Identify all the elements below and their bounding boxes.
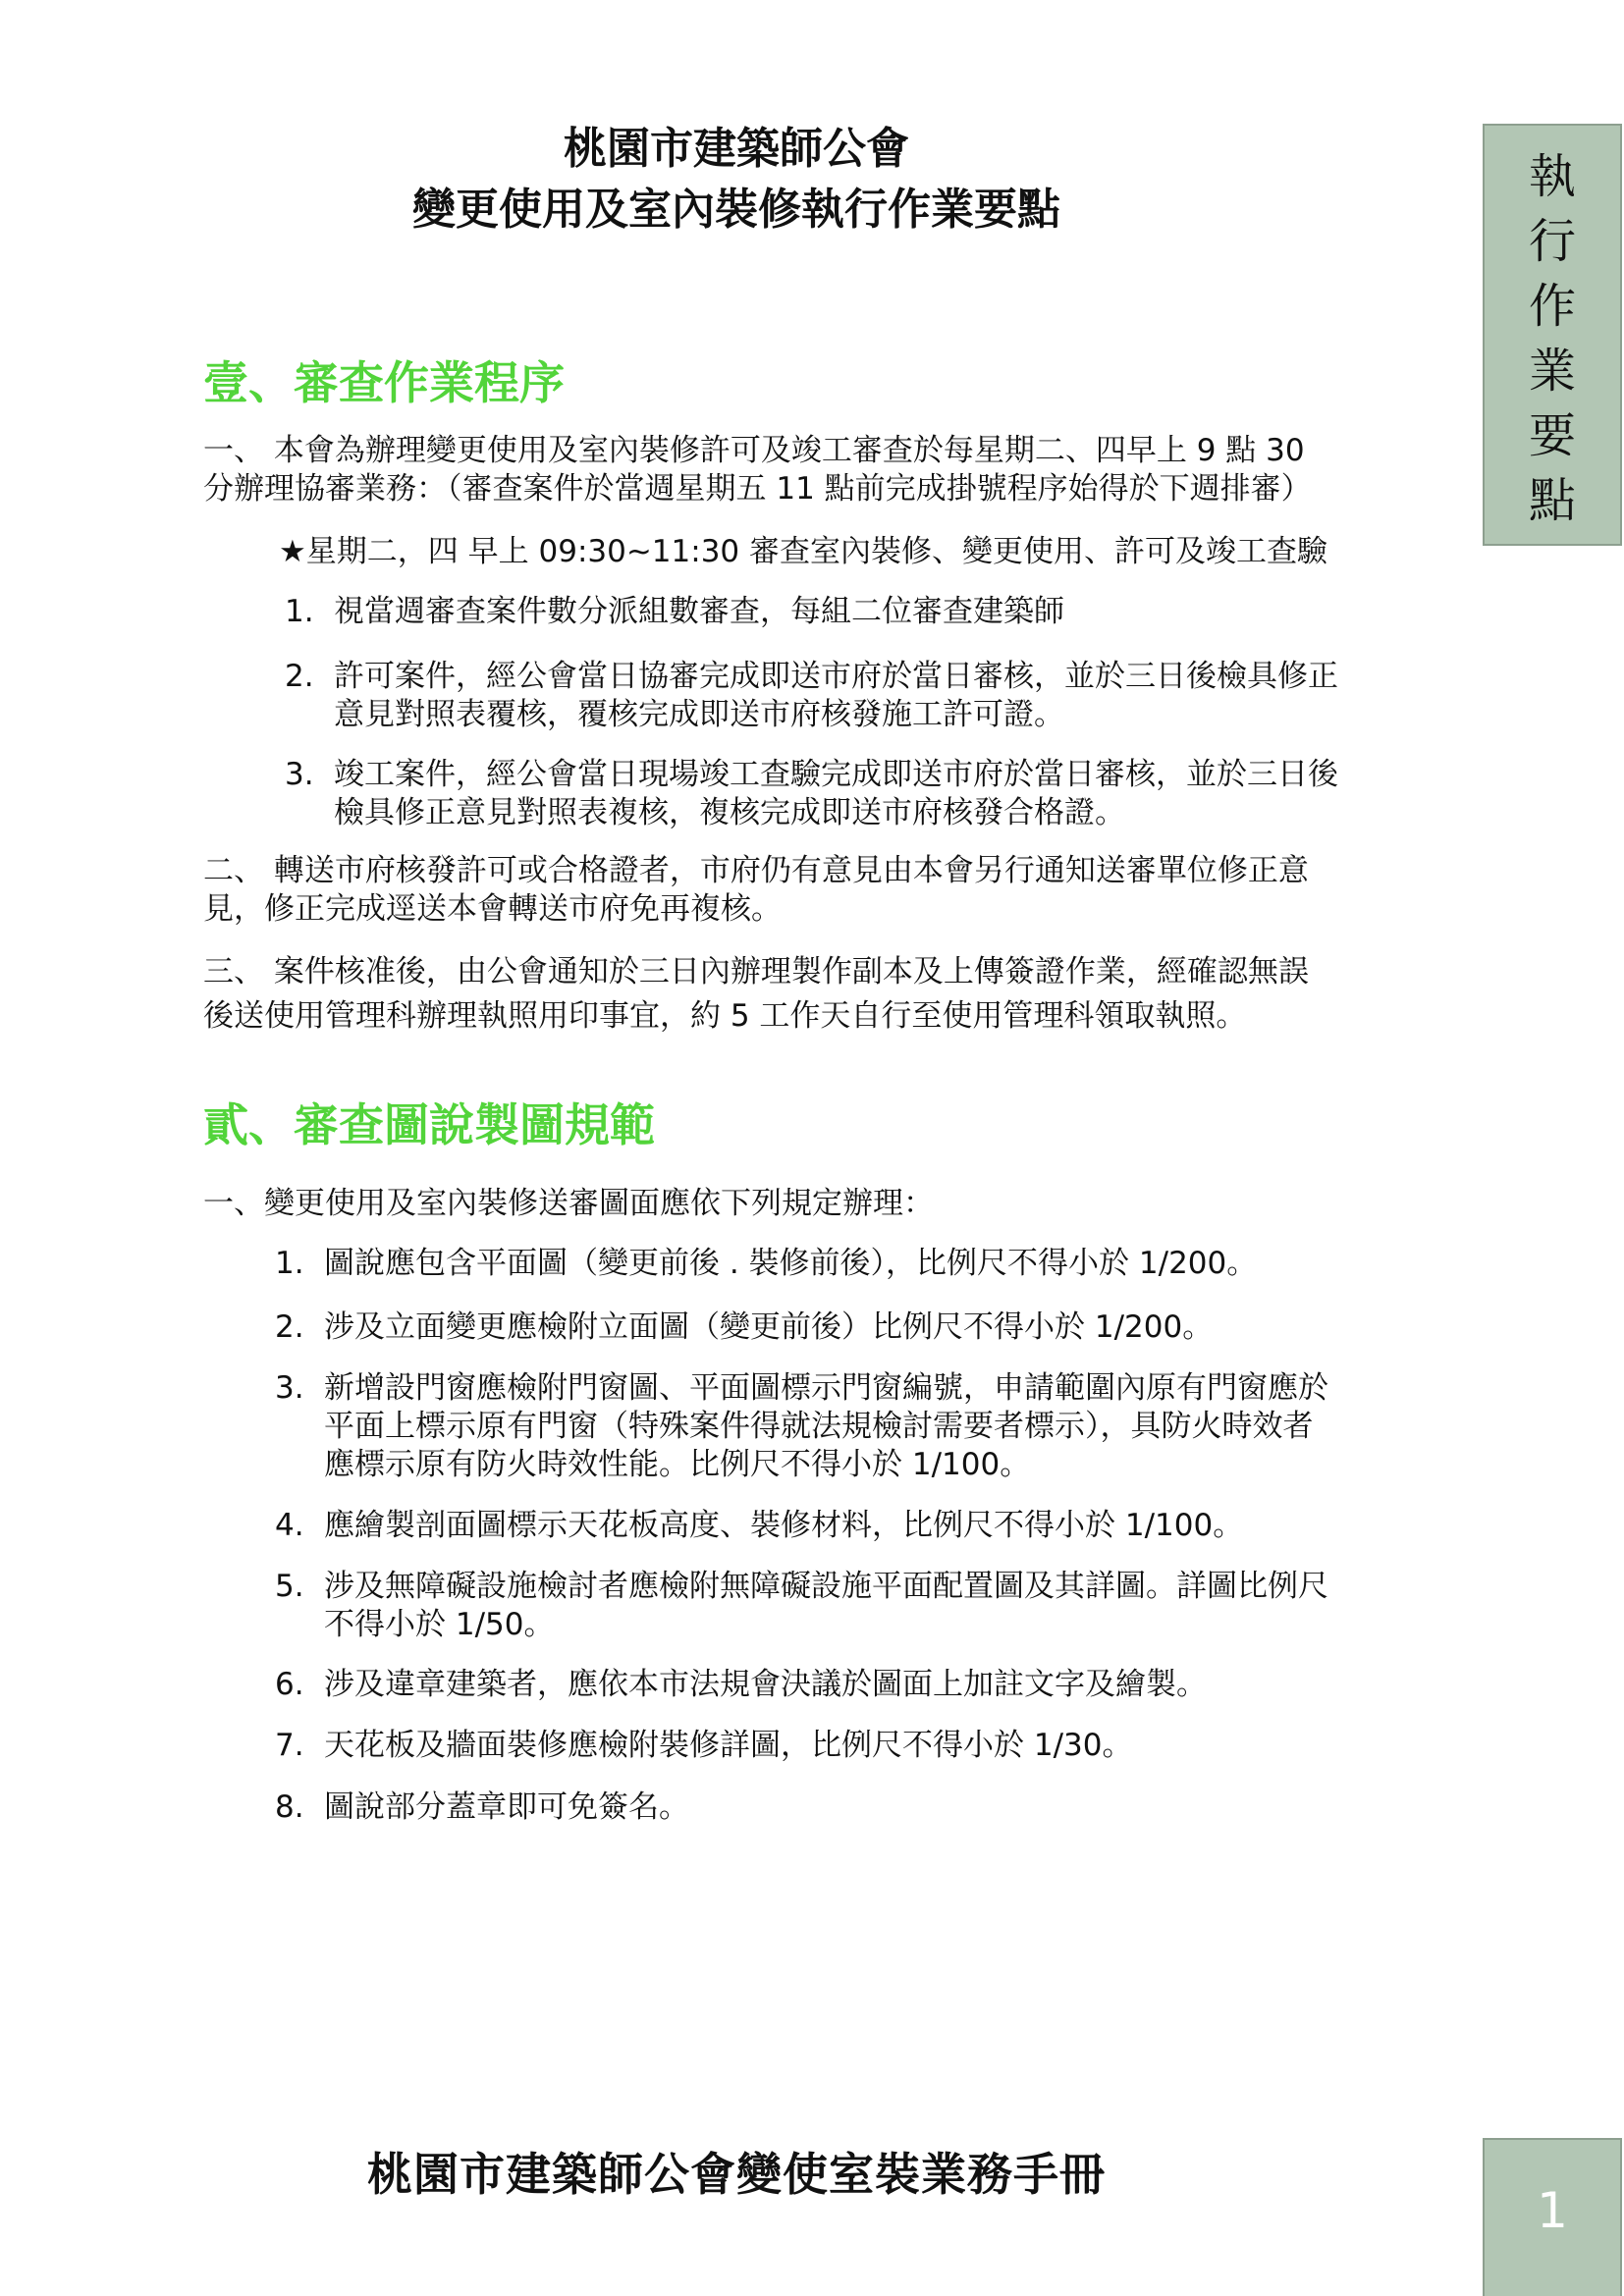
- list-item-text: 天花板及牆面裝修應檢附裝修詳圖，比例尺不得小於 1/30。: [324, 1728, 1133, 1763]
- list-item-number: 3.: [275, 1370, 304, 1406]
- list-item-text: 圖說部分蓋章即可免簽名。: [324, 1789, 689, 1825]
- list-item-text: 視當週審查案件數分派組數審查，每組二位審查建築師: [334, 594, 1064, 629]
- section1-paragraph-2: [203, 852, 1421, 929]
- section2-heading: 貳、審查圖說製圖規範: [203, 1098, 655, 1151]
- list-item-text: 檢具修正意見對照表複核，複核完成即送市府核發合格證。: [334, 795, 1125, 830]
- list-item-text: 應標示原有防火時效性能。比例尺不得小於 1/100。: [324, 1447, 1031, 1482]
- side-tab-char: 行: [1528, 214, 1576, 269]
- side-tab-char: 點: [1528, 473, 1576, 528]
- paragraph-line: 三、 案件核准後，由公會通知於三日內辦理製作副本及上傳簽證作業，經確認無誤: [203, 954, 1309, 989]
- list-item-text: 許可案件，經公會當日協審完成即送市府於當日審核，並於三日後檢具修正: [334, 659, 1338, 694]
- section1-paragraph-3: [203, 953, 1421, 1036]
- list-item-text: 意見對照表覆核，覆核完成即送市府核發施工許可證。: [334, 697, 1064, 732]
- paragraph-line: 一、 本會為辦理變更使用及室內裝修許可及竣工審查於每星期二、四早上 9 點 30: [203, 433, 1305, 468]
- paragraph-line: 見，修正完成逕送本會轉送市府免再複核。: [203, 891, 782, 927]
- document-title-line2: 變更使用及室內裝修執行作業要點: [412, 185, 1060, 235]
- section1-heading: 壹、審查作業程序: [203, 356, 565, 409]
- document-title-line1: 桃園市建築師公會: [564, 124, 909, 174]
- page-number-tab: [1483, 2138, 1622, 2296]
- section2-intro: 一、變更使用及室內裝修送審圖面應依下列規定辦理：: [203, 1186, 934, 1221]
- side-tab-char: 業: [1528, 344, 1576, 399]
- list-item-number: 2.: [285, 659, 314, 694]
- list-item-text: 涉及立面變更應檢附立面圖（變更前後）比例尺不得小於 1/200。: [324, 1309, 1214, 1345]
- list-item-text: 圖說應包含平面圖（變更前後 . 裝修前後），比例尺不得小於 1/200。: [324, 1246, 1258, 1281]
- paragraph-line: 後送使用管理科辦理執照用印事宜，約 5 工作天自行至使用管理科領取執照。: [203, 998, 1247, 1034]
- list-item-text: 應繪製剖面圖標示天花板高度、裝修材料，比例尺不得小於 1/100。: [324, 1508, 1244, 1543]
- side-tab-char: 要: [1528, 408, 1576, 463]
- paragraph-line: 分辦理協審業務：（審查案件於當週星期五 11 點前完成掛號程序始得於下週排審）: [203, 471, 1312, 507]
- list-item-text: 涉及違章建築者，應依本市法規會決議於圖面上加註文字及繪製。: [324, 1667, 1207, 1702]
- list-item-number: 5.: [275, 1569, 304, 1604]
- schedule-note: ★星期二，四 早上 09:30~11:30 審查室內裝修、變更使用、許可及竣工查驗: [279, 534, 1327, 569]
- footer-manual-title: 桃園市建築師公會變使室裝業務手冊: [367, 2148, 1106, 2201]
- section-side-tab: [1483, 124, 1622, 546]
- side-tab-char: 作: [1528, 279, 1576, 334]
- section1-paragraph-1: [203, 432, 1421, 508]
- list-item-number: 3.: [285, 757, 314, 792]
- page-number: 1: [1537, 2182, 1568, 2239]
- list-item-number: 2.: [275, 1309, 304, 1345]
- list-item-text: 竣工案件，經公會當日現場竣工查驗完成即送市府於當日審核，並於三日後: [334, 757, 1338, 792]
- list-item-number: 6.: [275, 1667, 304, 1702]
- paragraph-line: 二、 轉送市府核發許可或合格證者，市府仍有意見由本會另行通知送審單位修正意: [203, 853, 1309, 888]
- list-item-number: 4.: [275, 1508, 304, 1543]
- side-tab-char: 執: [1528, 149, 1576, 204]
- list-item-number: 8.: [275, 1789, 304, 1825]
- list-item-text: 新增設門窗應檢附門窗圖、平面圖標示門窗編號，申請範圍內原有門窗應於: [324, 1370, 1328, 1406]
- list-item-text: 不得小於 1/50。: [324, 1607, 555, 1642]
- list-item-number: 7.: [275, 1728, 304, 1763]
- list-item-number: 1.: [285, 594, 314, 629]
- list-item-text: 平面上標示原有門窗（特殊案件得就法規檢討需要者標示），具防火時效者: [324, 1409, 1314, 1444]
- list-item-number: 1.: [275, 1246, 304, 1281]
- list-item-text: 涉及無障礙設施檢討者應檢附無障礙設施平面配置圖及其詳圖。詳圖比例尺: [324, 1569, 1328, 1604]
